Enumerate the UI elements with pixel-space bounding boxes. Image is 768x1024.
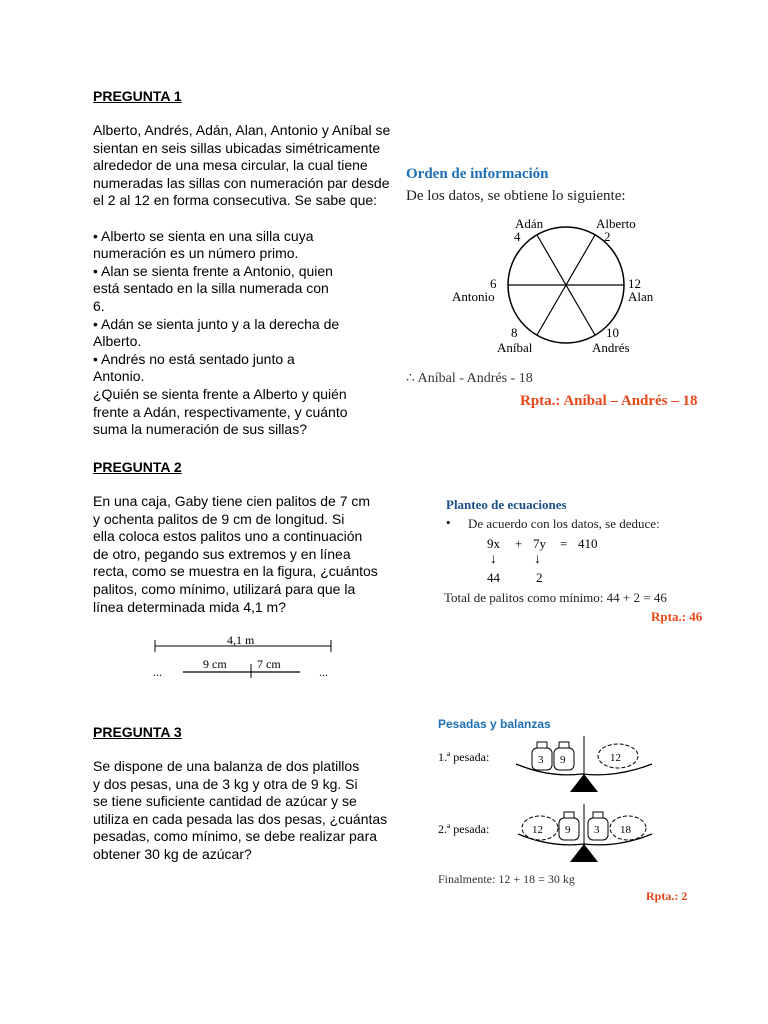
- weight-label: 9: [560, 754, 566, 766]
- balance-2: [516, 802, 666, 866]
- q3-answer: Rpta.: 2: [646, 889, 688, 903]
- weight-handle: [537, 742, 547, 748]
- weighing-2-label: 2.ª pesada:: [438, 822, 490, 836]
- seat-name: Alan: [628, 289, 654, 304]
- q1-answer: Rpta.: Aníbal – Andrés – 18: [520, 393, 698, 409]
- balance-base: [570, 774, 598, 792]
- circular-table-diagram: [440, 210, 680, 360]
- eq-equals: =: [560, 536, 568, 551]
- total-length-label: 4,1 m: [227, 633, 255, 647]
- q1-text: Alberto, Andrés, Adán, Alan, Antonio y Aníbal se sientan en seis sillas ubicadas simétricamente alrededor de una mesa circular, la cual tiene numeradas las sillas con numeración par desde el 2 al 12 en forma consecutiva. Se sabe que: • Alberto se sienta en una silla cuya numeración es un número primo. • Alan se sienta frente a Antonio, quien está sentado en la silla numerada con 6. • Adán se sienta junto y a la derecha de Alberto. • Andrés no está sentado junto a Antonio. ¿Quién se sienta frente a Alberto y quién frente a Adán, respectivamente, y cuánto suma la numeración de sus sillas?: [93, 122, 391, 438]
- stick-7cm-label: 7 cm: [257, 657, 281, 671]
- q2-solution-heading: Planteo de ecuaciones: [446, 497, 567, 512]
- balance-1: [510, 734, 660, 794]
- q2-answer: Rpta.: 46: [651, 609, 703, 624]
- seat-name: Alberto: [596, 216, 636, 231]
- sugar-label: 18: [620, 824, 631, 836]
- q2-title: PREGUNTA 2: [93, 459, 182, 475]
- arrow-down-icon: ↓: [534, 552, 541, 567]
- stick-9cm-label: 9 cm: [203, 657, 227, 671]
- seat-number: 12: [628, 276, 641, 291]
- arrow-down-icon: ↓: [490, 552, 497, 567]
- q3-text: Se dispone de una balanza de dos platillos y dos pesas, una de 3 kg y otra de 9 kg. Si se tiene suficiente cantidad de azúcar y se utiliza en cada pesada las dos pesas, ¿cuántas pesadas, como mínimo, se debe realizar para obtener 30 kg de azúcar?: [93, 758, 388, 862]
- q1-solution-intro: De los datos, se obtiene lo siguiente:: [406, 188, 626, 204]
- eq-7y: 7y: [533, 536, 546, 551]
- eq-9x: 9x: [487, 536, 500, 551]
- dots-right: ...: [319, 665, 328, 679]
- seat-number: 10: [606, 325, 619, 340]
- weight-handle: [559, 742, 569, 748]
- seat-name: Aníbal: [497, 340, 533, 355]
- value-x: 44: [487, 570, 500, 585]
- weight-label: 9: [565, 824, 571, 836]
- q3-solution-heading: Pesadas y balanzas: [438, 717, 551, 731]
- q3-title: PREGUNTA 3: [93, 724, 182, 740]
- q2-total: Total de palitos como mínimo: 44 + 2 = 46: [444, 590, 667, 605]
- weight-handle: [593, 812, 603, 818]
- weighing-1-label: 1.ª pesada:: [438, 750, 490, 764]
- q1-solution-heading: Orden de información: [406, 166, 549, 182]
- seat-number: 2: [604, 229, 611, 244]
- seat-number: 8: [511, 325, 518, 340]
- weight-handle: [564, 812, 574, 818]
- sugar-label: 12: [610, 752, 621, 764]
- q2-bullet: •: [446, 515, 451, 530]
- seat-number: 4: [514, 229, 521, 244]
- q1-title: PREGUNTA 1: [93, 88, 182, 104]
- seat-name: Adán: [515, 216, 544, 231]
- dots-left: ...: [153, 665, 162, 679]
- weight-label: 3: [594, 824, 600, 836]
- sticks-figure: [145, 632, 345, 682]
- q2-solution-intro: De acuerdo con los datos, se deduce:: [468, 516, 660, 531]
- balance-base: [570, 844, 598, 862]
- sugar-label: 12: [532, 824, 543, 836]
- weight-label: 3: [538, 754, 544, 766]
- seat-name: Andrés: [592, 340, 630, 355]
- q3-final: Finalmente: 12 + 18 = 30 kg: [438, 872, 575, 886]
- eq-plus: +: [515, 536, 523, 551]
- seat-name: Antonio: [452, 289, 495, 304]
- eq-410: 410: [578, 536, 598, 551]
- q1-conclusion: ∴ Aníbal - Andrés - 18: [406, 371, 533, 386]
- seat-number: 6: [490, 276, 497, 291]
- q2-text: En una caja, Gaby tiene cien palitos de 7 cm y ochenta palitos de 9 cm de longitud. Si ella coloca estos palitos uno a continuación de otro, pegando sus extremos y en línea recta, como se muestra en la figura, ¿cuántos palitos, como mínimo, utilizará para que la línea determinada mida 4,1 m?: [93, 493, 378, 615]
- value-y: 2: [536, 570, 543, 585]
